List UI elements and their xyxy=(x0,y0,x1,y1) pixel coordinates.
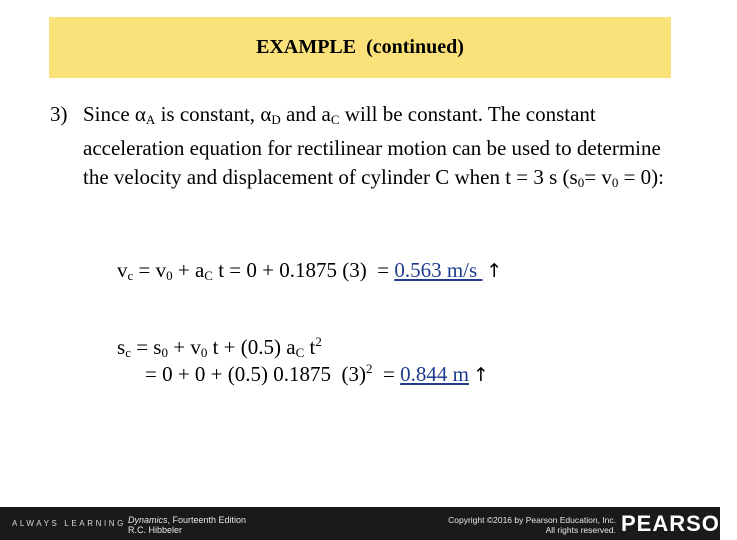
alpha-symbol: α xyxy=(260,102,272,126)
title-band xyxy=(49,17,671,78)
subscript: c xyxy=(125,345,131,360)
subscript: 0 xyxy=(577,175,585,190)
eq-text: = s xyxy=(130,335,162,359)
displacement-equation-line2 xyxy=(145,361,489,387)
subscript: 0 xyxy=(611,175,619,190)
superscript: 2 xyxy=(315,334,322,349)
up-arrow-icon: ↑ xyxy=(472,364,489,386)
alpha-symbol: α xyxy=(134,102,146,126)
velocity-equation xyxy=(117,258,502,284)
eq-text: t + (0.5) a xyxy=(207,335,296,359)
pearson-logo: PEARSON xyxy=(621,511,737,536)
book-title: Dynamics xyxy=(128,515,168,525)
text-run: Since xyxy=(83,102,135,126)
subscript: C xyxy=(204,268,213,283)
subscript: A xyxy=(145,112,156,127)
eq-text: t xyxy=(304,335,316,359)
text-run: = 0): xyxy=(618,165,664,189)
book-edition: , Fourteenth Edition xyxy=(167,515,247,525)
footer-bar xyxy=(0,507,737,540)
step-text xyxy=(83,100,690,197)
subscript: 0 xyxy=(166,268,173,283)
step-paragraph xyxy=(50,100,690,197)
text-run: = v xyxy=(584,165,612,189)
up-arrow-icon: ↑ xyxy=(486,260,503,282)
subscript: C xyxy=(295,345,305,360)
subscript: D xyxy=(271,112,281,127)
always-learning-label: ALWAYS LEARNING xyxy=(12,519,126,528)
eq-text: = 0 + 0 + (0.5) 0.1875 (3) xyxy=(145,362,367,386)
subscript: c xyxy=(127,268,134,283)
book-info xyxy=(128,515,246,535)
rights-text: All rights reserved. xyxy=(545,525,616,535)
eq-text: s xyxy=(117,335,126,359)
copyright-text: Copyright ©2016 by Pearson Education, Inc. xyxy=(448,515,616,525)
book-author: R.C. Hibbeler xyxy=(128,525,183,535)
subscript: 0 xyxy=(200,345,208,360)
subscript: 0 xyxy=(161,345,168,360)
superscript: 2 xyxy=(366,361,373,376)
displacement-result: 0.844 m xyxy=(400,362,469,386)
subscript: C xyxy=(330,112,340,127)
velocity-result: 0.563 m/s xyxy=(394,258,483,282)
eq-text: + v xyxy=(167,335,201,359)
copyright-info xyxy=(380,515,616,535)
eq-text: v xyxy=(117,258,128,282)
text-run: is constant, xyxy=(155,102,261,126)
eq-text: + a xyxy=(172,258,205,282)
text-run: will be constant. The constant acceleration equation for rectilinear motion can be used to determine the velocity and displacement of cylinder C when t = 3 s (s xyxy=(83,102,661,189)
eq-text: = v xyxy=(133,258,167,282)
page-title: EXAMPLE (continued) xyxy=(256,36,464,58)
step-number: 3) xyxy=(50,102,68,126)
displacement-equation xyxy=(117,334,322,361)
text-run: and a xyxy=(280,102,331,126)
eq-text: = xyxy=(372,362,401,386)
eq-text: t = 0 + 0.1875 (3) = xyxy=(212,258,395,282)
